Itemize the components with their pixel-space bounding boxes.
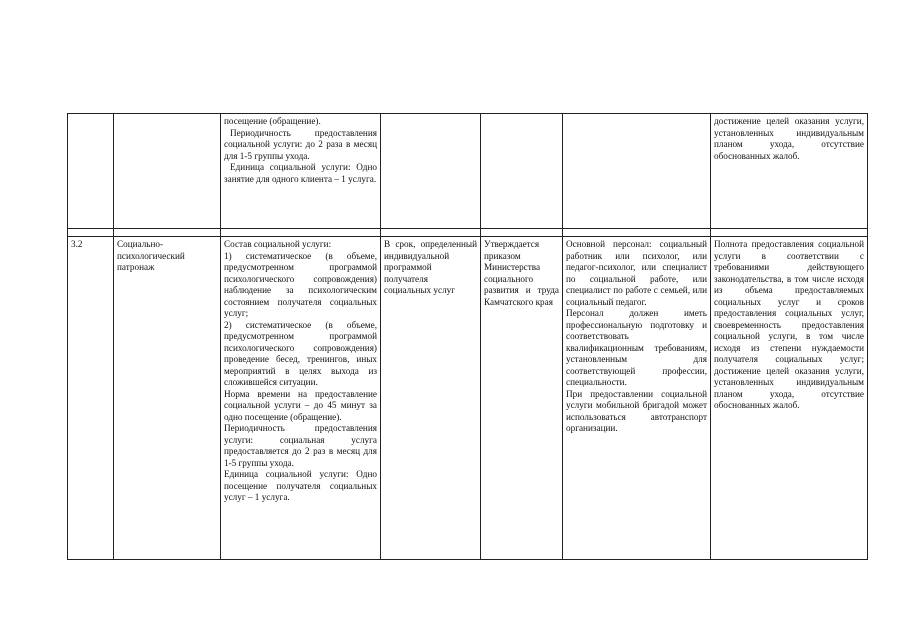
table-row-3-2: [68, 237, 868, 560]
paragraph: 2) систематическое (в объеме, предусмотренном программой психологического сопровождения) проведение бесед, тренингов, иных мероприятий в целях выхода из сложившейся ситуации.: [224, 319, 377, 387]
cell-quality: Полнота предоставления социальной услуги в соответствии с требованиями действующего законодательства, в том числе исходя из объема предоставляемых социальных услуг и сроков предоставления социальных услуг, своевременность предоставления социальной услуги, в том числе исходя из степени нуждаемости получателя социальных услуг; достижение целей оказания услуги, установленных индивидуальным планом ухода, отсутствие обоснованных жалоб.: [711, 237, 868, 560]
paragraph: Состав социальной услуги:: [224, 239, 332, 249]
cell-description: [221, 114, 381, 229]
cell-tariff: [481, 114, 563, 229]
cell-number: [68, 114, 114, 229]
paragraph: Норма времени на предоставление социальной услуги – до 45 минут за одно посещение (обращение).: [224, 388, 377, 422]
cell-term: В срок, определенный индивидуальной программой получателя социальных услуг: [381, 237, 481, 560]
services-table: [67, 113, 868, 560]
paragraph: Периодичность предоставления социальной услуги: до 2 раза в месяц для 1-5 группы ухода.: [224, 127, 377, 161]
paragraph: Единица социальной услуги: Одно посещение получателя социальных услуг – 1 услуга.: [224, 469, 377, 502]
cell-tariff: Утверждается приказом Министерства социального развития и труда Камчатского края: [481, 237, 563, 560]
cell-description: [221, 237, 381, 560]
cell-conditions: [563, 114, 711, 229]
paragraph: При предоставлении социальной услуги мобильной бригадой может использоваться автотранспорт организации.: [566, 388, 707, 433]
cell-term: [381, 114, 481, 229]
cell-conditions: [563, 237, 711, 560]
table-row-spacer: [68, 229, 868, 237]
paragraph: Персонал должен иметь профессиональную подготовку и соответствовать квалификационным требованиям, установленным для соответствующей профессии, специальности.: [566, 308, 707, 387]
paragraph: посещение (обращение).: [224, 116, 321, 126]
table-row-continuation: [68, 114, 868, 229]
cell-number: 3.2: [68, 237, 114, 560]
paragraph: Основной персонал: социальный работник или психолог, или педагог-психолог, или специалист по социальной работе, или специалист по работе с семьей, или социальный педагог.: [566, 239, 707, 307]
cell-service-name: Социально-психологический патронаж: [114, 237, 221, 560]
paragraph: достижение целей оказания услуги, установленных индивидуальным планом ухода, отсутствие обоснованных жалоб.: [714, 116, 864, 161]
paragraph: Периодичность предоставления услуги: социальная услуга предоставляется до 2 раз в месяц для 1-5 группы ухода.: [224, 423, 377, 468]
cell-service-name: [114, 114, 221, 229]
paragraph: Единица социальной услуги: Одно занятие для одного клиента – 1 услуга.: [224, 162, 377, 184]
cell-quality: [711, 114, 868, 229]
paragraph: 1) систематическое (в объеме, предусмотренном программой психологического сопровождения) наблюдение за психологическим состоянием получателя социальных услуг;: [224, 250, 377, 318]
